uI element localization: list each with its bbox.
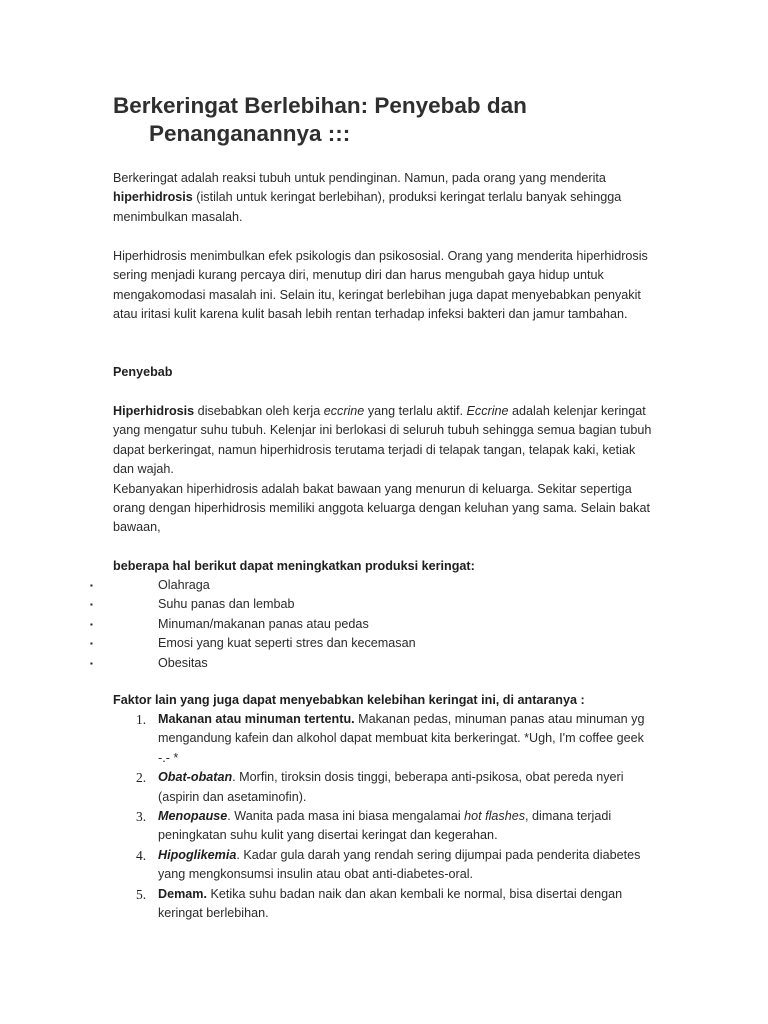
triggers-list [0, 576, 768, 673]
factor-body [158, 768, 658, 807]
bullet-square-icon: ▪ [90, 639, 93, 649]
factor-body [158, 710, 658, 768]
trigger-text: Suhu panas dan lembab [158, 597, 295, 612]
list-item [0, 768, 768, 807]
factor-body [158, 885, 658, 924]
factor-title-italic: Hipoglikemia [158, 847, 237, 862]
list-item [0, 846, 768, 885]
cause-italic-eccrine-2: Eccrine [466, 404, 509, 418]
bullet-square-icon: ▪ [90, 619, 93, 629]
intro-text-a: Berkeringat adalah reaksi tubuh untuk pendinginan. Namun, pada orang yang menderita [113, 171, 606, 185]
intro-paragraph-1 [113, 169, 658, 227]
factors-heading: Faktor lain yang juga dapat menyebabkan kelebihan keringat ini, di antaranya : [113, 693, 585, 707]
factor-italic-term: hot flashes [464, 809, 526, 824]
list-item [0, 634, 768, 653]
factor-title [158, 848, 236, 862]
list-item [0, 576, 768, 595]
list-item [0, 885, 768, 924]
list-item [0, 710, 768, 768]
cause-text-c: adalah kelenjar keringat yang mengatur suhu tubuh. Kelenjar ini berlokasi di seluruh tubuh sehingga semua bagian tubuh dapat berkeringat, namun hiperhidrosis terutama terjadi di telapak tangan, telapak kaki, ketiak dan wajah. [113, 404, 652, 477]
trigger-text: Olahraga [158, 578, 210, 592]
section-heading-penyebab: Penyebab [113, 365, 173, 379]
item-number: 1. [136, 712, 147, 727]
cause-italic-eccrine: eccrine [323, 404, 365, 418]
trigger-text: Obesitas [158, 655, 208, 670]
item-number: 4. [136, 847, 147, 863]
cause-text-b: yang terlalu aktif. [364, 404, 467, 418]
intro-paragraph-2: Hiperhidrosis menimbulkan efek psikologis dan psikososial. Orang yang menderita hiperhidrosis sering menjadi kurang percaya diri, menutup diri dan harus mengubah gaya hidup untuk mengakomodasi masalah ini. Selain itu, keringat berlebihan juga dapat menyebabkan penyakit atau iritasi kulit karena kulit basah lebih rentan terhadap infeksi bakteri dan jamur tambahan. [113, 249, 648, 322]
cause-term: Hiperhidrosis [113, 404, 195, 418]
factor-body [158, 846, 658, 885]
list-item [0, 654, 768, 673]
bullet-square-icon: ▪ [90, 600, 93, 610]
triggers-heading: beberapa hal berikut dapat meningkatkan produksi keringat: [113, 559, 475, 573]
term-hiperhidrosis: hiperhidrosis [113, 190, 193, 205]
factors-list [0, 710, 768, 923]
cause-paragraph [113, 402, 658, 538]
factor-text: . Morfin, tiroksin dosis tinggi, beberapa anti-psikosa, obat pereda nyeri (aspirin dan asetaminofin). [158, 770, 624, 804]
trigger-text: Emosi yang kuat seperti stres dan kecemasan [158, 636, 416, 651]
factor-title [158, 809, 227, 823]
document-title [113, 92, 673, 148]
factor-title-italic: Menopause [158, 809, 228, 824]
list-item [0, 595, 768, 614]
factor-text: . Kadar gula darah yang rendah sering dijumpai pada penderita diabetes yang mengkonsumsi insulin atau obat anti-diabetes-oral. [158, 847, 641, 882]
title-line-2: Penanganannya ::: [149, 121, 351, 146]
bullet-square-icon: ▪ [90, 658, 93, 668]
trigger-text: Minuman/makanan panas atau pedas [158, 616, 369, 631]
intro-text-b: (istilah untuk keringat berlebihan), produksi keringat terlalu banyak sehingga menimbulkan masalah. [113, 190, 622, 224]
bullet-square-icon: ▪ [90, 581, 93, 590]
list-item [0, 615, 768, 634]
item-number: 5. [136, 886, 147, 902]
factor-body [158, 807, 658, 846]
factor-title: Makanan atau minuman tertentu. [158, 712, 355, 726]
cause-text-a: disebabkan oleh kerja [194, 404, 324, 418]
item-number: 2. [136, 770, 147, 786]
factor-title: Demam. [158, 886, 207, 901]
list-item [0, 807, 768, 846]
factor-title-italic: Obat-obatan [158, 770, 233, 785]
title-line-1: Berkeringat Berlebihan: Penyebab dan [113, 93, 527, 118]
item-number: 3. [136, 809, 147, 825]
factor-text-b: , dimana terjadi peningkatan suhu kulit yang disertai keringat dan kegerahan. [158, 809, 612, 843]
factor-title [158, 770, 232, 784]
factor-text-a: . Wanita pada masa ini biasa mengalamai [227, 809, 465, 824]
factor-text: Makanan pedas, minuman panas atau minuman yg mengandung kafein dan alkohol dapat membuat kita berkeringat. *Ugh, I'm coffee geek -.- * [158, 712, 645, 765]
cause-text-d: Kebanyakan hiperhidrosis adalah bakat bawaan yang menurun di keluarga. Sekitar sepertiga orang dengan hiperhidrosis memiliki anggota keluarga dengan keluhan yang sama. Selain bakat bawaan, [113, 481, 650, 535]
factor-text: Ketika suhu badan naik dan akan kembali ke normal, bisa disertai dengan keringat berlebihan. [158, 886, 623, 921]
